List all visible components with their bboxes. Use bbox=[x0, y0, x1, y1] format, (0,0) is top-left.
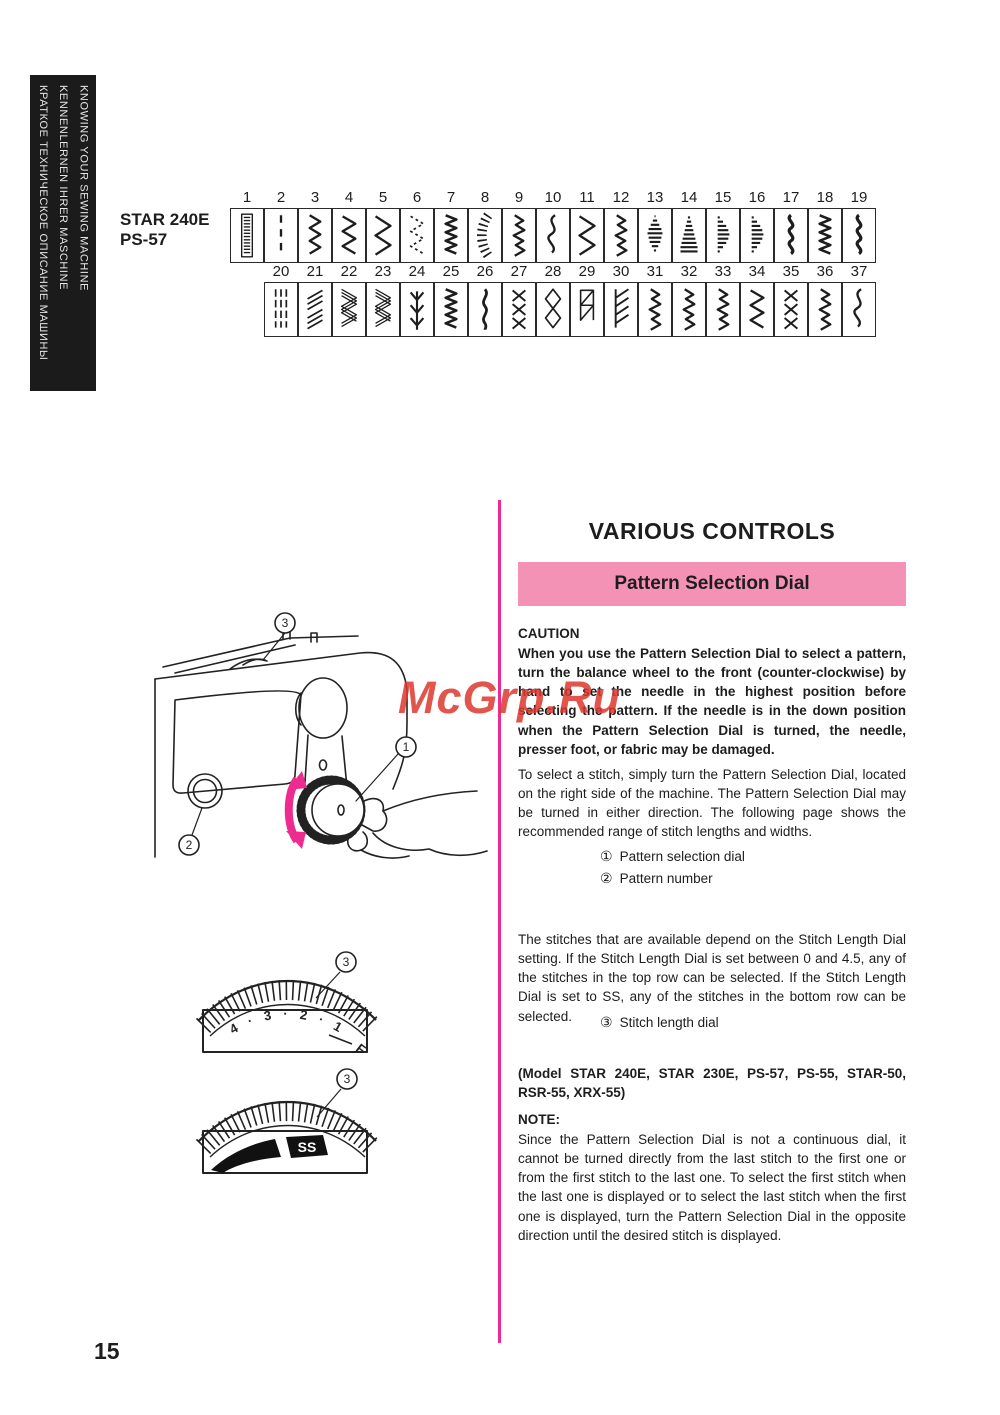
caution-heading: CAUTION bbox=[518, 626, 580, 641]
stitch-number: 20 bbox=[272, 263, 290, 280]
stitch-cell bbox=[400, 187, 434, 263]
callout-list-2 bbox=[600, 1013, 719, 1035]
stitch-cell bbox=[502, 187, 536, 263]
stitch-length-dial-ss-figure bbox=[195, 1063, 380, 1186]
stitch-glyph-diamond-chain bbox=[536, 282, 570, 337]
stitch-cell bbox=[400, 261, 434, 337]
stitch-number: 8 bbox=[480, 189, 490, 206]
callout-label: Pattern number bbox=[619, 870, 713, 886]
stitch-glyph-zigzag bbox=[298, 208, 332, 263]
stitch-cell bbox=[536, 261, 570, 337]
callout-marker: ③ bbox=[600, 1014, 613, 1030]
stitch-number: 28 bbox=[544, 263, 562, 280]
stitch-cell bbox=[842, 261, 876, 337]
page-title: VARIOUS CONTROLS bbox=[588, 518, 836, 544]
callout-list-1 bbox=[600, 847, 745, 891]
callout-marker: ① bbox=[600, 848, 613, 864]
paragraph-select-stitch: To select a stitch, simply turn the Pattern Selection Dial, located on the right side of the machine. The Pattern Selection Dial may be turned in either direction. The following page shows the recommended range of stitch lengths and widths. bbox=[518, 767, 906, 840]
stitch-glyph-zigzag-wide bbox=[366, 208, 400, 263]
stitch-cell bbox=[366, 261, 400, 337]
callout-item bbox=[600, 1013, 719, 1033]
stitch-number: 6 bbox=[412, 189, 422, 206]
stitch-glyph-elastic bbox=[502, 208, 536, 263]
stitch-glyph-zigzag-wide bbox=[570, 208, 604, 263]
machine-illustration bbox=[145, 605, 490, 895]
stitch-cell bbox=[230, 187, 264, 263]
stitch-number: 16 bbox=[748, 189, 766, 206]
stitch-glyph-zigzag-dense bbox=[434, 282, 468, 337]
stitch-glyph-cross-chain bbox=[502, 282, 536, 337]
model-note: (Model STAR 240E, STAR 230E, PS-57, PS-55, STAR-50, RSR-55, XRX-55) bbox=[518, 1066, 906, 1101]
stitch-number: 18 bbox=[816, 189, 834, 206]
callout-3-label: 3 bbox=[342, 955, 350, 969]
chapter-sidebar-text: KNOWING YOUR SEWING MACHINE KENNENLERNEN IHRER MASCHINE КРАТКОЕ ТЕХНИЧЕСКОЕ ОПИСАНИЕ МАШИНЫ bbox=[36, 85, 90, 361]
stitch-cell bbox=[570, 261, 604, 337]
stitch-length-dial-figure bbox=[195, 948, 380, 1065]
stitch-glyph-triple-straight bbox=[264, 282, 298, 337]
stitch-number: 29 bbox=[578, 263, 596, 280]
stitch-number: 9 bbox=[514, 189, 524, 206]
stitch-number: 33 bbox=[714, 263, 732, 280]
callout-3-label: 3 bbox=[343, 1072, 351, 1086]
note-heading: NOTE: bbox=[518, 1112, 560, 1127]
stitch-number: 25 bbox=[442, 263, 460, 280]
stitch-glyph-elastic bbox=[638, 282, 672, 337]
stitch-chart-top-row bbox=[230, 187, 876, 263]
stitch-number: 31 bbox=[646, 263, 664, 280]
stitch-glyph-buttonhole bbox=[230, 208, 264, 263]
stitch-glyph-wave bbox=[842, 282, 876, 337]
stitch-cell bbox=[706, 187, 740, 263]
stitch-number: 27 bbox=[510, 263, 528, 280]
caution-paragraph: When you use the Pattern Selection Dial to select a pattern, turn the balance wheel to the front (counter-clockwise) by hand to set the needle in the highest position before selecting the pattern. If the needle is in the down position when the Pattern Selection Dial is turned, the needle, presser foot, or fabric may be damaged. bbox=[518, 646, 906, 757]
stitch-glyph-satin-diamond bbox=[638, 208, 672, 263]
stitch-glyph-triple-zigzag bbox=[332, 282, 366, 337]
stitch-glyph-dense-wave bbox=[774, 208, 808, 263]
callout-label: Pattern selection dial bbox=[619, 849, 745, 864]
model-name: STAR 240E bbox=[120, 210, 210, 229]
paragraph-stitch-length: The stitches that are available depend on the Stitch Length Dial setting. If the Stitch Length Dial is set between 0 and 4.5, any of the stitches in the top row can be selected. If the Stitch Length Dial is set to SS, any of the stitches in the bottom row can be selected. bbox=[518, 932, 906, 1024]
stitch-cell bbox=[842, 187, 876, 263]
callout-marker: ② bbox=[600, 869, 613, 886]
dial-ss-label: SS bbox=[297, 1139, 317, 1155]
dial-f-label: F bbox=[353, 1040, 369, 1058]
stitch-number: 22 bbox=[340, 263, 358, 280]
stitch-number: 2 bbox=[276, 189, 286, 206]
stitch-glyph-zigzag-dotted bbox=[400, 208, 434, 263]
stitch-cell bbox=[264, 187, 298, 263]
stitch-glyph-straight-dashed bbox=[264, 208, 298, 263]
column-divider-rule bbox=[498, 500, 501, 1343]
stitch-glyph-elastic bbox=[604, 208, 638, 263]
stitch-number: 19 bbox=[850, 189, 868, 206]
stitch-cell bbox=[740, 261, 774, 337]
stitch-number: 36 bbox=[816, 263, 834, 280]
stitch-number: 14 bbox=[680, 189, 698, 206]
stitch-number: 13 bbox=[646, 189, 664, 206]
stitch-cell bbox=[740, 187, 774, 263]
stitch-glyph-triple-diagonal bbox=[298, 282, 332, 337]
stitch-glyph-elastic bbox=[672, 282, 706, 337]
stitch-glyph-zigzag-open bbox=[740, 282, 774, 337]
stitch-glyph-satin-half bbox=[706, 208, 740, 263]
stitch-number: 21 bbox=[306, 263, 324, 280]
stitch-chart-bottom-row bbox=[264, 261, 876, 337]
stitch-number: 5 bbox=[378, 189, 388, 206]
stitch-cell bbox=[434, 261, 468, 337]
stitch-number: 34 bbox=[748, 263, 766, 280]
stitch-glyph-triple-zigzag bbox=[366, 282, 400, 337]
stitch-number: 32 bbox=[680, 263, 698, 280]
stitch-glyph-satin-triangle bbox=[672, 208, 706, 263]
note-paragraph: Since the Pattern Selection Dial is not a continuous dial, it cannot be turned directly from the last stitch to the first one or from the first stitch to the last one. To select the first stitch when the last one is displayed or to select the last stitch when the first one is displayed, turn the Pattern Selection Dial in the opposite direction until the desired stitch is displayed. bbox=[518, 1132, 906, 1243]
stitch-glyph-elastic bbox=[808, 282, 842, 337]
stitch-number: 7 bbox=[446, 189, 456, 206]
model-label bbox=[120, 210, 209, 250]
stitch-number: 26 bbox=[476, 263, 494, 280]
stitch-glyph-satin-half bbox=[740, 208, 774, 263]
section-banner: Pattern Selection Dial bbox=[518, 562, 906, 606]
stitch-glyph-dense-wave bbox=[842, 208, 876, 263]
stitch-glyph-blind-curve bbox=[468, 208, 502, 263]
stitch-number: 30 bbox=[612, 263, 630, 280]
stitch-cell bbox=[332, 261, 366, 337]
stitch-number: 11 bbox=[579, 189, 595, 206]
callout-label: Stitch length dial bbox=[619, 1015, 719, 1030]
chapter-sidebar bbox=[30, 75, 96, 391]
callout-item bbox=[600, 869, 745, 889]
model-code: PS-57 bbox=[120, 230, 168, 250]
stitch-cell bbox=[706, 261, 740, 337]
stitch-glyph-zigzag-dense bbox=[434, 208, 468, 263]
stitch-glyph-wave bbox=[536, 208, 570, 263]
stitch-cell bbox=[298, 261, 332, 337]
stitch-cell bbox=[502, 261, 536, 337]
stitch-cell bbox=[366, 187, 400, 263]
stitch-cell bbox=[638, 261, 672, 337]
stitch-number: 23 bbox=[374, 263, 392, 280]
stitch-glyph-feather bbox=[604, 282, 638, 337]
stitch-cell bbox=[264, 261, 298, 337]
stitch-glyph-elastic bbox=[706, 282, 740, 337]
stitch-glyph-triangle-chain bbox=[570, 282, 604, 337]
stitch-cell bbox=[570, 187, 604, 263]
stitch-cell bbox=[434, 187, 468, 263]
stitch-cell bbox=[774, 261, 808, 337]
callout-item bbox=[600, 847, 745, 867]
callout-2-label: 2 bbox=[185, 838, 193, 852]
stitch-cell bbox=[468, 187, 502, 263]
stitch-glyph-zigzag-open bbox=[332, 208, 366, 263]
hand-outline bbox=[383, 791, 477, 811]
stitch-cell bbox=[604, 187, 638, 263]
stitch-glyph-cross-chain bbox=[774, 282, 808, 337]
stitch-number: 3 bbox=[310, 189, 320, 206]
stitch-cell bbox=[298, 187, 332, 263]
stitch-glyph-stem-wave bbox=[468, 282, 502, 337]
callout-3-label: 3 bbox=[281, 616, 289, 630]
watermark: McGrp.Ru bbox=[398, 672, 622, 723]
page-number: 15 bbox=[94, 1338, 120, 1364]
dial-scale-numbers: 4 · 3 · 2 · 1 bbox=[226, 1005, 349, 1037]
stitch-cell bbox=[638, 187, 672, 263]
stitch-glyph-branch-v bbox=[400, 282, 434, 337]
stitch-cell bbox=[808, 261, 842, 337]
balance-wheel bbox=[299, 678, 347, 738]
stitch-number: 4 bbox=[344, 189, 354, 206]
callout-1-label: 1 bbox=[402, 740, 410, 754]
stitch-cell bbox=[536, 187, 570, 263]
stitch-number: 37 bbox=[850, 263, 868, 280]
stitch-number: 12 bbox=[612, 189, 630, 206]
stitch-number: 35 bbox=[782, 263, 800, 280]
stitch-number: 24 bbox=[408, 263, 426, 280]
stitch-glyph-zigzag-dense bbox=[808, 208, 842, 263]
stitch-cell bbox=[672, 261, 706, 337]
stitch-cell bbox=[604, 261, 638, 337]
stitch-cell bbox=[808, 187, 842, 263]
machine-lid-line bbox=[163, 636, 358, 667]
stitch-number: 15 bbox=[714, 189, 732, 206]
stitch-number: 10 bbox=[544, 189, 562, 206]
stitch-cell bbox=[774, 187, 808, 263]
stitch-number: 17 bbox=[782, 189, 800, 206]
stitch-number: 1 bbox=[242, 189, 252, 206]
stitch-cell bbox=[672, 187, 706, 263]
stitch-cell bbox=[332, 187, 366, 263]
stitch-cell bbox=[468, 261, 502, 337]
